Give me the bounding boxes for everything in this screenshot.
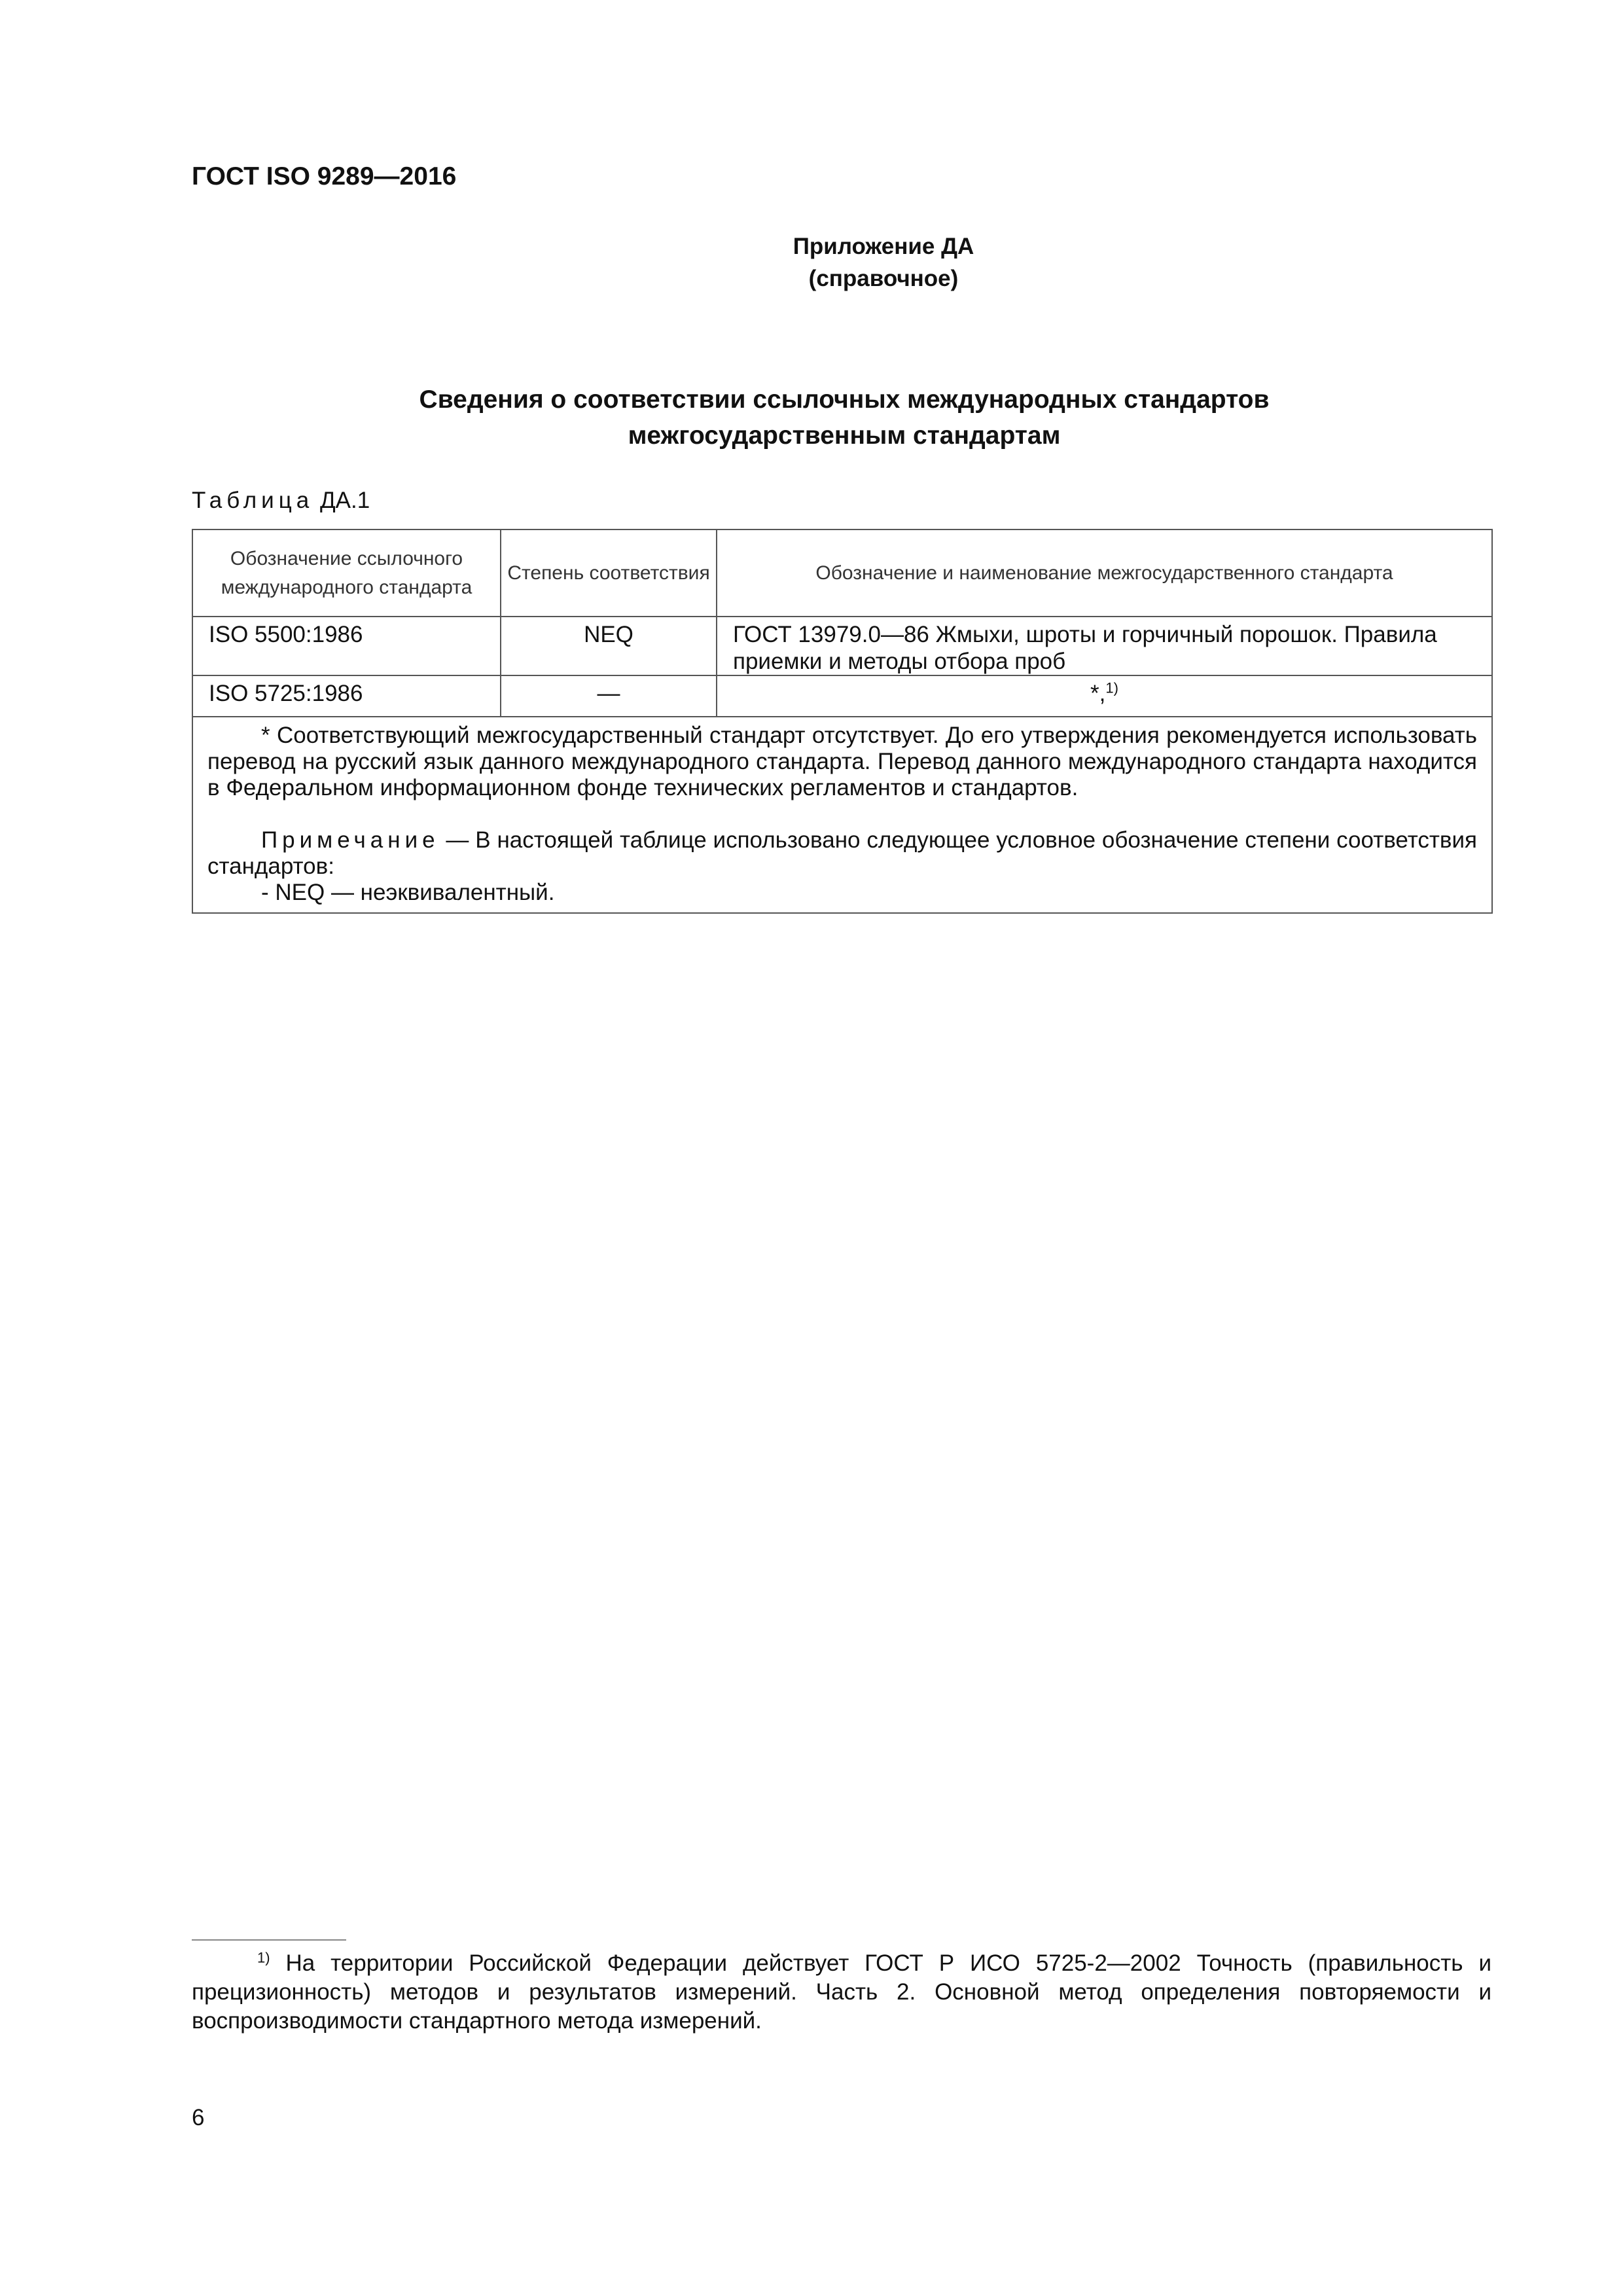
cell-intl-standard: ISO 5725:1986	[192, 675, 501, 717]
annex-kind: (справочное)	[808, 266, 959, 291]
table-label-number: ДА.1	[313, 488, 370, 513]
note-text: — В настоящей таблице использовано следующее условное обозначение степени соответствия стандартов:	[207, 827, 1477, 879]
note-paragraph	[207, 827, 1477, 880]
table-notes-row	[192, 717, 1492, 913]
footnote	[192, 1949, 1491, 2036]
footnote-marker: 1)	[257, 1949, 270, 1966]
section-title-line-2: межгосударственным стандартам	[628, 422, 1061, 450]
cell-interstate-standard: ГОСТ 13979.0—86 Жмыхи, шроты и горчичный порошок. Правила приемки и методы отбора проб	[717, 617, 1492, 675]
document-code: ГОСТ ISO 9289—2016	[192, 162, 457, 190]
cell-degree: —	[501, 675, 717, 717]
footnote-separator	[192, 1939, 346, 1941]
table-notes-cell	[192, 717, 1492, 913]
table-row	[192, 617, 1492, 675]
note-label: Примечание	[261, 827, 440, 853]
correspondence-table	[192, 529, 1493, 914]
header-cell-degree: Степень соответствия	[501, 529, 717, 617]
table-label-word: Таблица	[192, 488, 314, 513]
annex-title: Приложение ДА	[793, 234, 974, 259]
cell-degree: NEQ	[501, 617, 717, 675]
table-header-row	[192, 529, 1492, 617]
header-cell-interstate-standard: Обозначение и наименование межгосударственного стандарта	[717, 529, 1492, 617]
section-title-line-1: Сведения о соответствии ссылочных международных стандартов	[419, 386, 1270, 414]
cell-intl-standard: ISO 5500:1986	[192, 617, 501, 675]
table-row	[192, 675, 1492, 717]
table-label	[192, 488, 370, 514]
footnote-ref: 1)	[1105, 679, 1118, 696]
absent-standard-mark: *,	[1090, 681, 1106, 706]
note-list-item: - NEQ — неэквивалентный.	[261, 880, 555, 905]
annex-heading	[720, 230, 1047, 295]
star-note: * Соответствующий межгосударственный стандарт отсутствует. До его утверждения рекомендуется использовать перевод на русский язык данного международного стандарта. Перевод данного международного стандарта находится в Федеральном информационном фонде технических регламентов и стандартов.	[207, 723, 1477, 800]
section-title	[353, 382, 1335, 454]
page-number: 6	[192, 2105, 205, 2130]
footnote-text: На территории Российской Федерации действует ГОСТ Р ИСО 5725-2—2002 Точность (правильность и прецизионность) методов и результатов измерений. Часть 2. Основной метод определения повторяемости и воспроизводимости стандартного метода измерений.	[192, 1950, 1491, 2034]
header-cell-intl-standard: Обозначение ссылочного международного стандарта	[192, 529, 501, 617]
cell-interstate-standard	[717, 675, 1492, 717]
